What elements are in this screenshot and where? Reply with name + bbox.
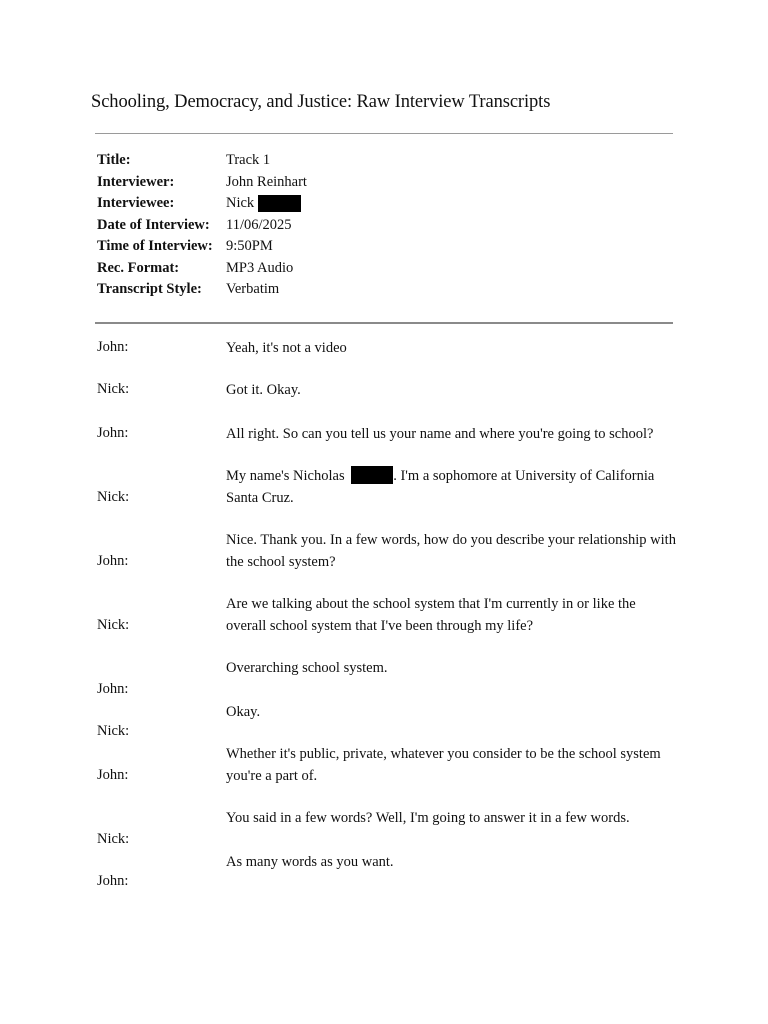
- document-title: Schooling, Democracy, and Justice: Raw Interview Transcripts: [91, 92, 551, 112]
- metadata-value-wrapper: [226, 195, 301, 212]
- speaker-label: John:: [97, 681, 129, 697]
- speaker-label: Nick:: [97, 831, 130, 847]
- utterance-text: Whether it's public, private, whatever you consider to be the school system you're a part of.: [226, 746, 661, 784]
- metadata-value: John Reinhart: [226, 173, 307, 190]
- metadata-value: Track 1: [226, 152, 271, 169]
- metadata-value: MP3 Audio: [226, 259, 294, 276]
- utterance-text: Nice. Thank you. In a few words, how do you describe your relationship with the school system?: [226, 532, 676, 570]
- metadata-value: Nick: [226, 195, 255, 212]
- utterance-text: Are we talking about the school system that I'm currently in or like the overall school system that I've been through my life?: [226, 596, 636, 634]
- metadata-label: Rec. Format:: [97, 259, 180, 276]
- speaker-label: Nick:: [97, 381, 130, 397]
- speaker-label: Nick:: [97, 489, 130, 505]
- speaker-label: John:: [97, 767, 129, 783]
- metadata-table: [97, 150, 307, 301]
- metadata-value: Verbatim: [226, 281, 280, 298]
- speaker-label: John:: [97, 339, 129, 355]
- metadata-label: Date of Interview:: [97, 216, 210, 233]
- metadata-row-interviewee: [97, 193, 307, 215]
- speaker-label: John:: [97, 425, 129, 441]
- utterance-text: [226, 465, 676, 509]
- utterance-text: Yeah, it's not a video: [226, 340, 347, 356]
- metadata-row-date: [97, 215, 307, 237]
- metadata-divider: [95, 322, 673, 324]
- metadata-label: Title:: [97, 152, 131, 169]
- utterance-text: Okay.: [226, 704, 261, 720]
- metadata-value: 11/06/2025: [226, 216, 292, 233]
- metadata-value: 9:50PM: [226, 238, 273, 255]
- metadata-row-interviewer: [97, 172, 307, 194]
- utterance-text: All right. So can you tell us your name and where you're going to school?: [226, 426, 654, 442]
- redaction-bar: [258, 195, 301, 212]
- speaker-label: Nick:: [97, 617, 130, 633]
- speaker-label: Nick:: [97, 723, 130, 739]
- metadata-row-format: [97, 258, 307, 280]
- redaction-bar: [351, 466, 393, 484]
- header-divider: [95, 133, 673, 134]
- utterance-text: Overarching school system.: [226, 660, 388, 676]
- metadata-label: Interviewee:: [97, 195, 175, 212]
- metadata-row-style: [97, 279, 307, 301]
- metadata-row-title: [97, 150, 307, 172]
- utterance-text: Got it. Okay.: [226, 382, 301, 398]
- metadata-label: Time of Interview:: [97, 238, 213, 255]
- metadata-row-time: [97, 236, 307, 258]
- utterance-text: You said in a few words? Well, I'm going to answer it in a few words.: [226, 810, 630, 826]
- utterance-text-after: . I'm a sophomore at University of California Santa Cruz.: [226, 468, 655, 506]
- metadata-label: Transcript Style:: [97, 281, 202, 298]
- utterance-text-before: My name's Nicholas: [226, 468, 345, 484]
- metadata-label: Interviewer:: [97, 173, 175, 190]
- speaker-label: John:: [97, 553, 129, 569]
- speaker-label: John:: [97, 873, 129, 889]
- utterance-text: As many words as you want.: [226, 854, 394, 870]
